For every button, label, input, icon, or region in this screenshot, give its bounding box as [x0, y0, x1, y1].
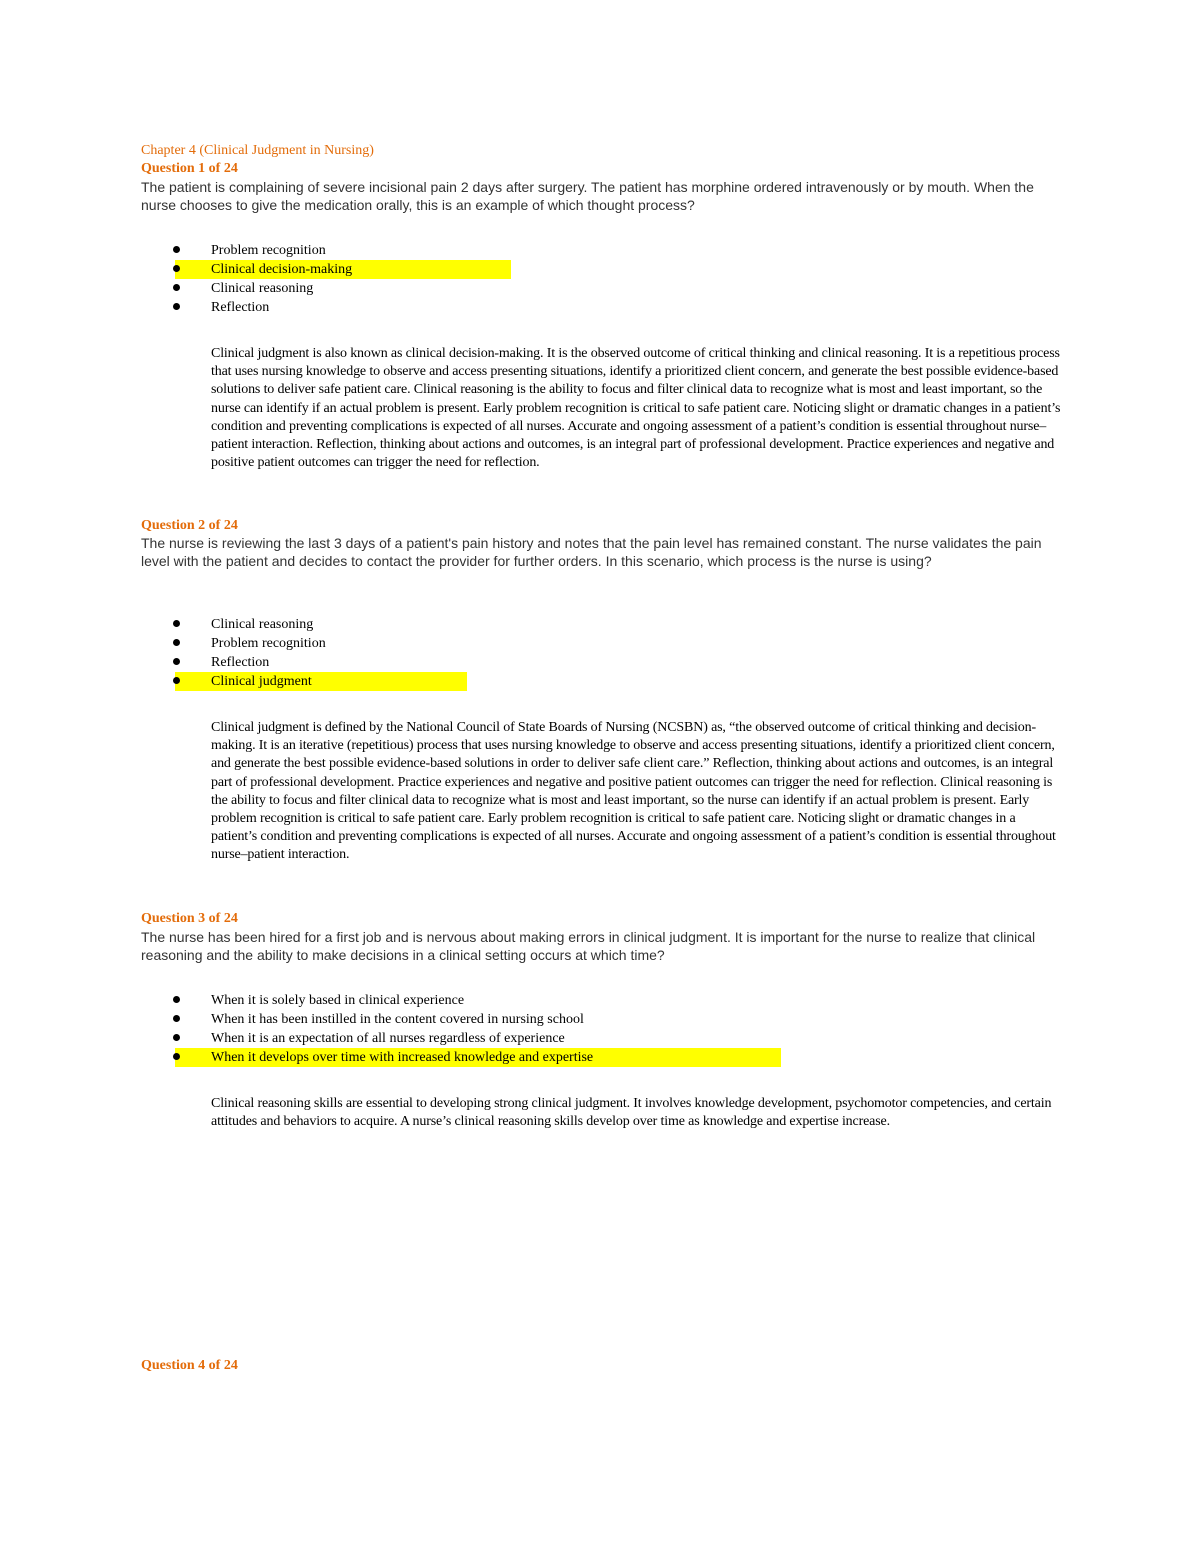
question-2-heading: Question 2 of 24 — [141, 518, 238, 533]
bullet-icon — [173, 284, 180, 291]
question-2-option-2: Problem recognition — [141, 634, 326, 653]
question-2-text: The nurse is reviewing the last 3 days of a patient's pain history and notes that the pain level has remained constant. The nurse validates the pain level with the patient and decides to contact the provider for further orders. In this scenario, which process is the nurse is using? — [141, 535, 1042, 569]
question-1-heading: Question 1 of 24 — [141, 161, 238, 176]
question-3-option-1: When it is solely based in clinical experience — [141, 991, 593, 1010]
bullet-icon — [173, 246, 180, 253]
question-2-option-4-highlighted: Clinical judgment — [141, 672, 326, 691]
question-2-options — [141, 615, 326, 691]
question-1-text: The patient is complaining of severe incisional pain 2 days after surgery. The patient has morphine ordered intravenously or by mouth. When the nurse chooses to give the medication orally, this is an example of which thought process? — [141, 179, 1034, 213]
question-1-option-3: Clinical reasoning — [141, 279, 352, 298]
question-3-text: The nurse has been hired for a first job and is nervous about making errors in clinical judgment. It is important for the nurse to realize that clinical reasoning and the ability to make decisions in a clinical setting occurs at which time? — [141, 929, 1036, 963]
bullet-icon — [173, 677, 180, 684]
question-3-explanation: Clinical reasoning skills are essential to developing strong clinical judgment. It involves knowledge development, psychomotor competencies, and certain attitudes and behaviors to acquire. A nurse’s clinical reasoning skills develop over time as knowledge and expertise increase. — [211, 1096, 1052, 1130]
question-3-option-4-highlighted: When it develops over time with increased knowledge and expertise — [141, 1048, 593, 1067]
question-3-options — [141, 991, 593, 1067]
bullet-icon — [173, 265, 180, 272]
question-3-option-3: When it is an expectation of all nurses regardless of experience — [141, 1029, 593, 1048]
question-1-explanation: Clinical judgment is also known as clinical decision-making. It is the observed outcome of critical thinking and clinical reasoning. It is a repetitious process that uses nursing knowledge to observe and access presenting situations, identify a prioritized client concern, and generate the best possible evidence-based solutions to deliver safe patient care. Clinical reasoning is the ability to focus and filter clinical data to recognize what is most and least important, so the nurse can identify if an actual problem is present. Early problem recognition is critical to safe patient care. Noticing slight or dramatic changes in a patient’s condition and preventing complications is expected of all nurses. Accurate and ongoing assessment of a patient’s condition is essential throughout nurse–patient interaction. Reflection, thinking about actions and outcomes, is an integral part of professional development. Practice experiences and negative and positive patient outcomes can trigger the need for reflection. — [211, 346, 1061, 471]
chapter-title: Chapter 4 (Clinical Judgment in Nursing) — [141, 143, 374, 158]
question-1-option-1: Problem recognition — [141, 241, 352, 260]
bullet-icon — [173, 303, 180, 310]
bullet-icon — [173, 1015, 180, 1022]
question-3-heading: Question 3 of 24 — [141, 911, 238, 926]
bullet-icon — [173, 658, 180, 665]
bullet-icon — [173, 1053, 180, 1060]
question-2-option-3: Reflection — [141, 653, 326, 672]
question-1-options — [141, 241, 352, 317]
bullet-icon — [173, 639, 180, 646]
question-3-option-2: When it has been instilled in the content covered in nursing school — [141, 1010, 593, 1029]
question-2-explanation: Clinical judgment is defined by the National Council of State Boards of Nursing (NCSBN) as, “the observed outcome of critical thinking and decision-making. It is an iterative (repetitious) process that uses nursing knowledge to observe and access presenting situations, identify a prioritized client concern, and generate the best possible evidence-based solutions in order to deliver safe client care.” Reflection, thinking about actions and outcomes, is an integral part of professional development. Practice experiences and negative and positive patient outcomes can trigger the need for reflection. Clinical reasoning is the ability to focus and filter clinical data to recognize what is most and least important, so the nurse can identify if an actual problem is present. Early problem recognition is critical to safe patient care. Early problem recognition is critical to safe patient care. Noticing slight or dramatic changes in a patient’s condition and preventing complications is expected of all nurses. Accurate and ongoing assessment of a patient’s condition is essential throughout nurse–patient interaction. — [211, 720, 1056, 863]
question-2-option-1: Clinical reasoning — [141, 615, 326, 634]
bullet-icon — [173, 620, 180, 627]
question-1-option-2-highlighted: Clinical decision-making — [141, 260, 352, 279]
bullet-icon — [173, 996, 180, 1003]
question-4-heading: Question 4 of 24 — [141, 1358, 238, 1373]
question-1-option-4: Reflection — [141, 298, 352, 317]
bullet-icon — [173, 1034, 180, 1041]
